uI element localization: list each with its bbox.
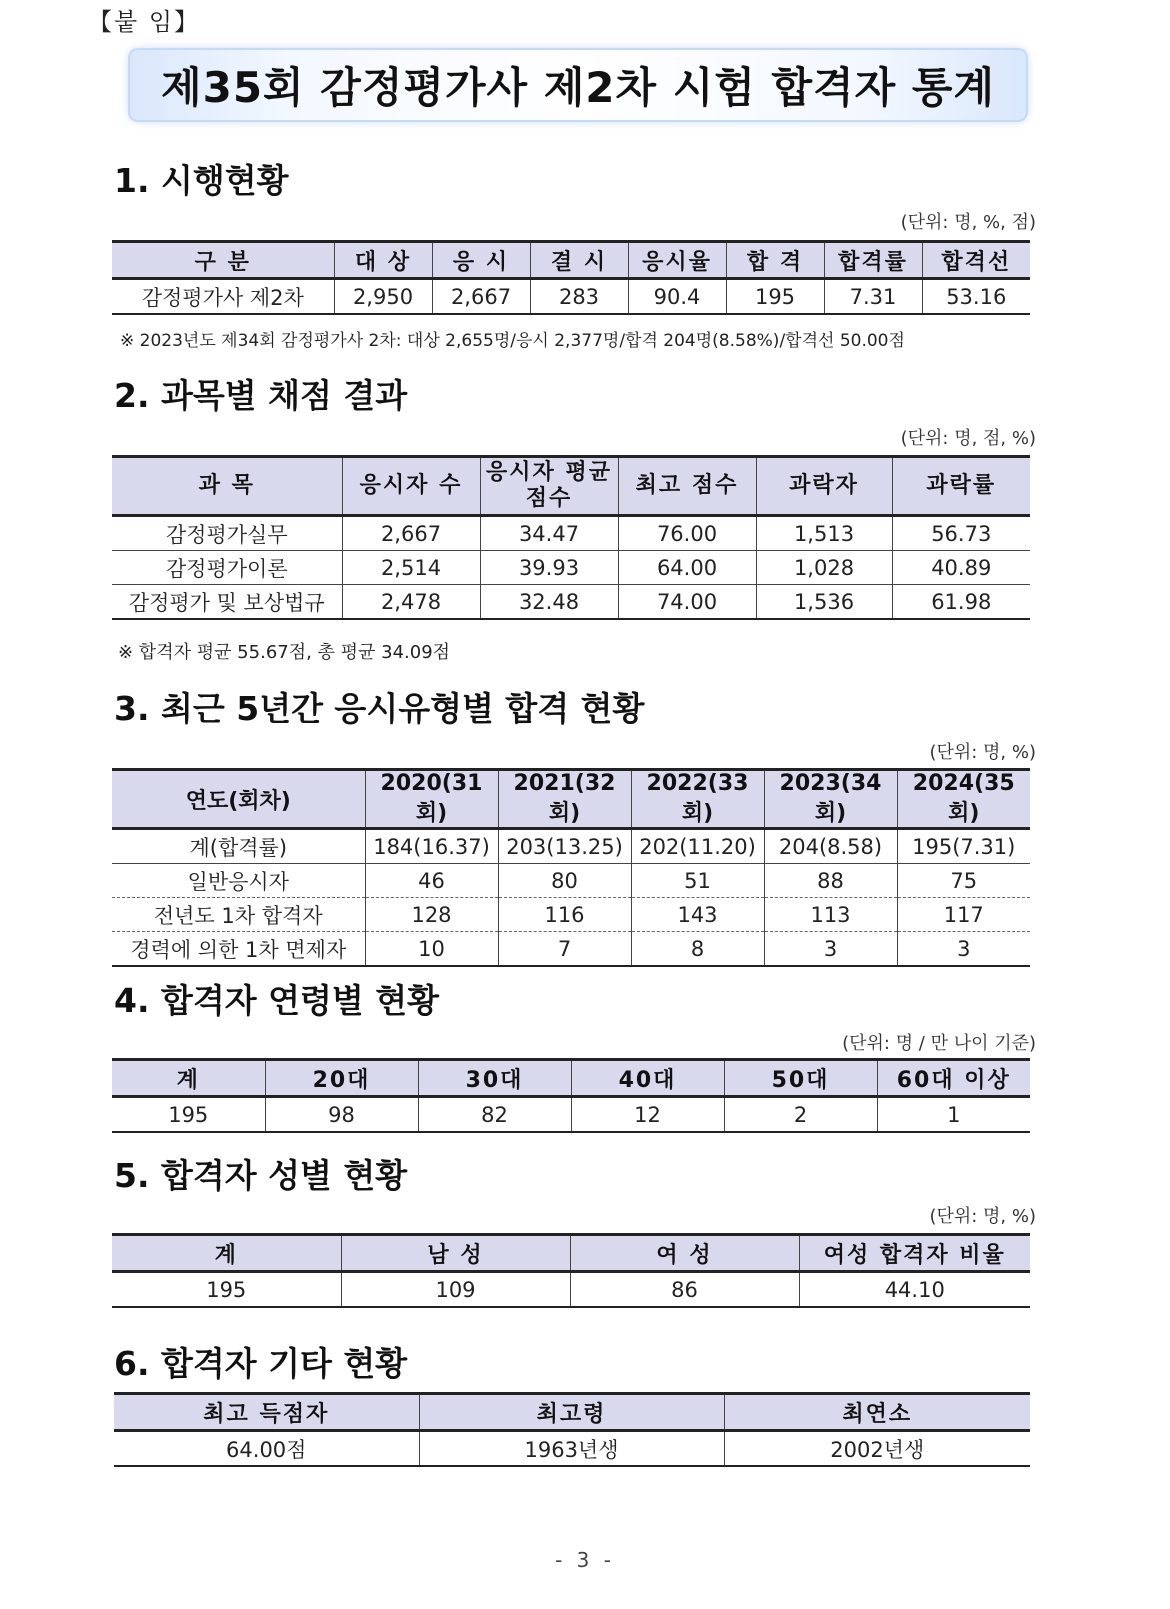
header-cell: 여 성 [570,1235,799,1272]
header-cell: 남 성 [341,1235,570,1272]
header-cell: 최고령 [419,1394,724,1431]
cell: 3 [764,932,897,967]
header-cell: 최고 득점자 [114,1394,419,1431]
table-row [112,279,1030,315]
cell: 76.00 [618,516,756,551]
cell: 44.10 [799,1272,1030,1308]
cell: 12 [571,1097,724,1133]
cell: 203(13.25) [498,829,631,864]
cell: 2,667 [432,279,530,315]
cell: 86 [570,1272,799,1308]
cell: 202(11.20) [631,829,764,864]
cell: 61.98 [892,585,1030,620]
header-cell: 대 상 [334,242,432,279]
section-6-heading: 6. 합격자 기타 현황 [114,1344,408,1383]
header-cell: 2020(31회) [365,770,498,829]
section-1-note: ※ 2023년도 제34회 감정평가사 2차: 대상 2,655명/응시 2,377명/합격 204명(8.58%)/합격선 50.00점 [120,331,905,351]
header-cell: 응시자 수 [342,457,480,516]
section-5-heading: 5. 합격자 성별 현황 [114,1156,408,1195]
table-row [112,1272,1030,1308]
cell: 32.48 [480,585,618,620]
cell: 204(8.58) [764,829,897,864]
header-cell: 계 [112,1235,341,1272]
header-cell: 최연소 [724,1394,1030,1431]
cell: 90.4 [628,279,726,315]
cell: 51 [631,864,764,898]
table-row [112,551,1030,585]
title-banner [128,48,1028,122]
section-4-unit: (단위: 명 / 만 나이 기준) [842,1033,1036,1054]
header-cell: 40대 [571,1060,724,1097]
cell: 116 [498,898,631,932]
cell: 128 [365,898,498,932]
header-cell: 50대 [724,1060,877,1097]
header-cell: 과 목 [112,457,342,516]
cell: 53.16 [922,279,1030,315]
cell: 2 [724,1097,877,1133]
table-row [114,1431,1030,1467]
cell: 82 [418,1097,571,1133]
cell: 7 [498,932,631,967]
header-cell: 구 분 [112,242,334,279]
table-row [112,932,1030,967]
cell: 일반응시자 [112,864,365,898]
cell: 56.73 [892,516,1030,551]
header-cell: 합 격 [726,242,824,279]
cell: 283 [530,279,628,315]
table-row [112,1097,1030,1133]
cell: 113 [764,898,897,932]
header-cell: 결 시 [530,242,628,279]
cell: 1,513 [756,516,892,551]
header-cell: 2021(32회) [498,770,631,829]
cell: 40.89 [892,551,1030,585]
header-cell: 연도(회차) [112,770,365,829]
cell: 184(16.37) [365,829,498,864]
age-table [112,1058,1030,1133]
header-cell: 60대 이상 [877,1060,1030,1097]
other-stats-table [114,1392,1030,1467]
cell: 98 [265,1097,418,1133]
header-cell: 응시율 [628,242,726,279]
cell: 80 [498,864,631,898]
cell: 2,950 [334,279,432,315]
cell: 64.00점 [114,1431,419,1467]
header-cell: 2023(34회) [764,770,897,829]
five-year-results-table [112,768,1030,967]
cell: 109 [341,1272,570,1308]
cell: 39.93 [480,551,618,585]
cell: 75 [897,864,1030,898]
header-cell: 계 [112,1060,265,1097]
page-number: - 3 - [555,1548,615,1572]
cell: 전년도 1차 합격자 [112,898,365,932]
header-cell: 과락자 [756,457,892,516]
cell: 195 [112,1097,265,1133]
header-cell: 2024(35회) [897,770,1030,829]
table-row [112,864,1030,898]
cell: 1963년생 [419,1431,724,1467]
header-cell: 20대 [265,1060,418,1097]
cell: 1,028 [756,551,892,585]
section-4-heading: 4. 합격자 연령별 현황 [114,981,439,1020]
section-5-unit: (단위: 명, %) [929,1206,1036,1227]
cell: 2,478 [342,585,480,620]
attachment-label: 【붙 임】 [88,8,200,36]
section-3-heading: 3. 최근 5년간 응시유형별 합격 현황 [114,689,645,728]
table-row [112,898,1030,932]
section-3-unit: (단위: 명, %) [929,742,1036,763]
cell: 46 [365,864,498,898]
cell: 143 [631,898,764,932]
section-2-note: ※ 합격자 평균 55.67점, 총 평균 34.09점 [118,642,451,663]
cell: 7.31 [824,279,922,315]
cell: 감정평가 및 보상법규 [112,585,342,620]
header-cell: 합격선 [922,242,1030,279]
header-cell: 응 시 [432,242,530,279]
header-cell: 최고 점수 [618,457,756,516]
cell: 경력에 의한 1차 면제자 [112,932,365,967]
cell: 195(7.31) [897,829,1030,864]
cell: 계(합격률) [112,829,365,864]
table-row [112,516,1030,551]
subject-results-table [112,455,1030,620]
cell: 1,536 [756,585,892,620]
cell: 64.00 [618,551,756,585]
cell: 감정평가이론 [112,551,342,585]
section-1-heading: 1. 시행현황 [114,161,289,200]
cell: 34.47 [480,516,618,551]
header-cell: 과락률 [892,457,1030,516]
cell: 3 [897,932,1030,967]
cell: 117 [897,898,1030,932]
section-1-unit: (단위: 명, %, 점) [900,212,1036,233]
cell: 74.00 [618,585,756,620]
header-cell: 30대 [418,1060,571,1097]
table-row [112,829,1030,864]
header-cell: 2022(33회) [631,770,764,829]
cell: 1 [877,1097,1030,1133]
header-cell: 응시자 평균 점수 [480,457,618,516]
cell: 감정평가사 제2차 [112,279,334,315]
cell: 8 [631,932,764,967]
header-cell: 여성 합격자 비율 [799,1235,1030,1272]
cell: 195 [726,279,824,315]
cell: 88 [764,864,897,898]
cell: 감정평가실무 [112,516,342,551]
cell: 195 [112,1272,341,1308]
cell: 10 [365,932,498,967]
cell: 2,667 [342,516,480,551]
gender-table [112,1233,1030,1308]
header-cell: 합격률 [824,242,922,279]
section-2-heading: 2. 과목별 채점 결과 [114,376,408,415]
table-row [112,585,1030,620]
exam-status-table [112,240,1030,315]
cell: 2002년생 [724,1431,1030,1467]
page-title: 제35회 감정평가사 제2차 시험 합격자 통계 [161,63,995,112]
cell: 2,514 [342,551,480,585]
section-2-unit: (단위: 명, 점, %) [900,428,1036,449]
